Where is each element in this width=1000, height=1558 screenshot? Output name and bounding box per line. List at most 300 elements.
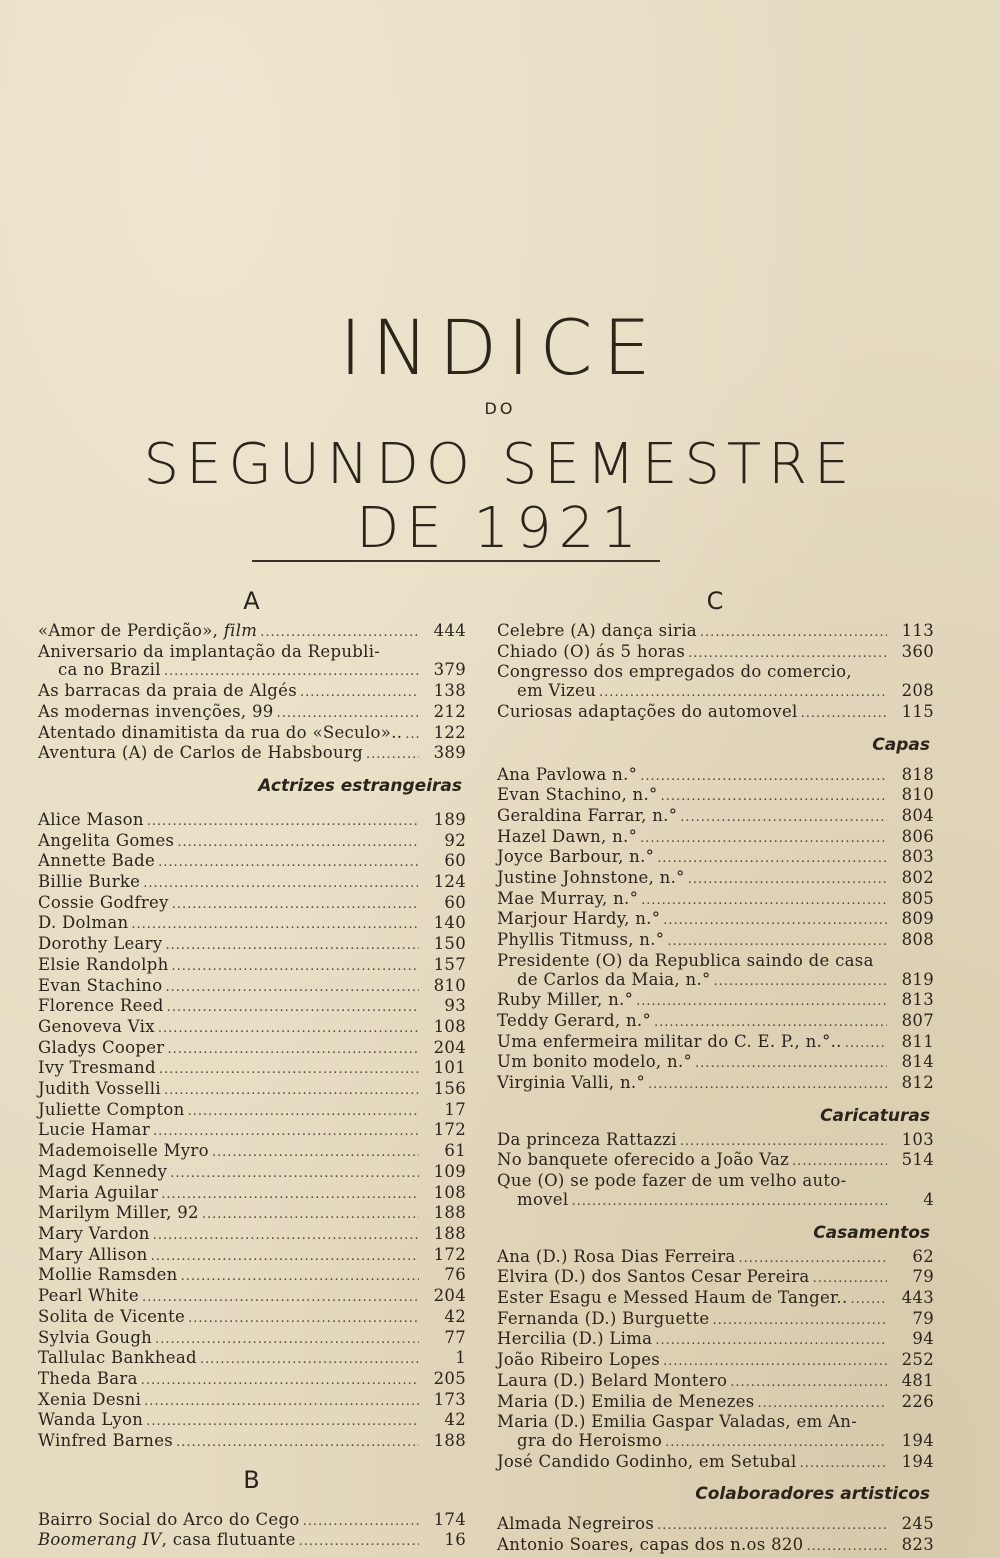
index-entry: [38, 1059, 466, 1080]
entry-title: Celebre (A) dança siria: [497, 621, 697, 640]
entry-page: 514: [901, 1150, 934, 1170]
leader-dots: [165, 979, 419, 998]
entry-page: 173: [433, 1389, 466, 1409]
index-entry: [38, 1163, 466, 1184]
entry-title: Cossie Godfrey: [38, 892, 169, 912]
index-entry: [497, 1131, 934, 1152]
leader-dots: [200, 1351, 419, 1370]
leader-dots: [665, 1434, 887, 1453]
leader-dots: [366, 746, 419, 765]
entry-title: Joyce Barbour, n.°: [497, 847, 655, 867]
entry-page: 810: [901, 785, 934, 805]
entry-title: José Candido Godinho, em Setubal: [497, 1451, 797, 1471]
index-entry: [497, 1268, 934, 1289]
index-entry: [497, 1515, 934, 1536]
leader-dots: [153, 1123, 419, 1142]
entry-title-italic: film: [223, 621, 258, 640]
entry-title: Justine Johnstone, n.°: [497, 868, 685, 888]
index-entry: [497, 1393, 934, 1414]
index-entry: [497, 971, 934, 992]
leader-dots: [153, 1227, 419, 1246]
index-entry: [38, 1080, 466, 1101]
entry-title: Atentado dinamitista da rua do «Seculo»..: [38, 722, 403, 742]
entry-title: Curiosas adaptações do automovel: [497, 701, 798, 721]
index-entry: [497, 1289, 934, 1310]
leader-dots: [599, 684, 887, 703]
entry-title: Florence Reed: [38, 996, 164, 1016]
entry-page: 172: [433, 1244, 466, 1264]
leader-dots: [636, 993, 887, 1012]
entry-page: 92: [444, 830, 466, 850]
index-entry: [38, 744, 466, 765]
entry-page: 188: [433, 1431, 466, 1451]
entry-title: Billie Burke: [38, 872, 141, 892]
leader-dots: [172, 958, 419, 977]
index-entry: [38, 935, 466, 956]
entry-title: Hercilia (D.) Lima: [497, 1329, 653, 1349]
entry-title-line1: Maria (D.) Emilia Gaspar Valadas, em An-: [497, 1412, 858, 1432]
leader-dots: [640, 830, 887, 849]
index-entry: [38, 724, 466, 745]
leader-dots: [188, 1103, 419, 1122]
leader-dots: [170, 1165, 419, 1184]
section-title-casamentos: Casamentos: [813, 1222, 930, 1243]
entry-page: 204: [433, 1286, 466, 1306]
entry-title: As modernas invenções, 99: [38, 701, 274, 721]
index-entry: [497, 910, 934, 931]
entry-title: Mademoiselle Myro: [38, 1141, 209, 1161]
entry-title: Mae Murray, n.°: [497, 888, 639, 908]
index-entry: [38, 1018, 466, 1039]
leader-dots: [260, 624, 419, 643]
entry-page: 208: [901, 681, 934, 701]
leader-dots: [172, 896, 419, 915]
entry-page: 17: [444, 1099, 466, 1119]
entry-list-capas: [497, 766, 934, 952]
index-entry: [38, 1246, 466, 1267]
index-entry: [38, 852, 466, 873]
entry-page: 806: [901, 826, 934, 846]
leader-dots: [144, 1393, 419, 1412]
entry-page: 101: [433, 1058, 466, 1078]
index-entry: [38, 1225, 466, 1246]
leader-dots: [648, 1076, 887, 1095]
entry-title: Pearl White: [38, 1286, 139, 1306]
entry-page: 138: [433, 681, 466, 701]
leader-dots: [405, 726, 419, 745]
index-entry: [38, 1039, 466, 1060]
index-entry: [497, 1310, 934, 1331]
index-title: INDICE: [339, 303, 661, 392]
right-column: [497, 588, 934, 1557]
index-entry: [38, 622, 466, 643]
entry-title: Wanda Lyon: [38, 1410, 144, 1430]
leader-dots: [663, 912, 887, 931]
leader-dots: [299, 1533, 419, 1552]
entry-list-c: [497, 622, 934, 663]
index-entry: [497, 786, 934, 807]
index-entry: [38, 661, 466, 682]
leader-dots: [158, 1020, 419, 1039]
entry-title: Uma enfermeira militar do C. E. P., n.°..: [497, 1031, 842, 1051]
section-title-actrizes: Actrizes estrangeiras: [258, 775, 462, 796]
leader-dots: [801, 705, 887, 724]
entry-title: Um bonito modelo, n.°: [497, 1052, 693, 1072]
index-entry: [497, 848, 934, 869]
entry-title-italic: Boomerang IV: [38, 1530, 162, 1550]
entry-title: Ruby Miller, n.°: [497, 990, 634, 1010]
entry-list-casamentos: [497, 1248, 934, 1414]
leader-dots: [177, 834, 419, 853]
entry-title: Marjour Hardy, n.°: [497, 909, 661, 929]
index-entry: [38, 956, 466, 977]
index-entry: [38, 1349, 466, 1370]
entry-title: Ana (D.) Rosa Dias Ferreira: [497, 1246, 736, 1266]
index-entry: [38, 1308, 466, 1329]
leader-dots: [146, 1413, 419, 1432]
leader-dots: [202, 1206, 419, 1225]
entry-page: 809: [901, 909, 934, 929]
leader-dots: [792, 1153, 887, 1172]
entry-title: Juliette Compton: [38, 1099, 185, 1119]
leader-dots: [159, 1061, 419, 1080]
entry-page: 189: [433, 809, 466, 829]
entry-page: 360: [901, 641, 934, 661]
entry-page: 1: [455, 1348, 466, 1368]
leader-dots: [165, 937, 419, 956]
index-entry: [497, 1053, 934, 1074]
entry-page: 807: [901, 1010, 934, 1030]
entry-title: Gladys Cooper: [38, 1037, 165, 1057]
entry-page: 389: [433, 743, 466, 763]
index-entry: [38, 977, 466, 998]
index-entry: [497, 1351, 934, 1372]
index-entry: [38, 811, 466, 832]
section-letter-c: C: [706, 587, 725, 615]
leader-dots: [155, 1331, 419, 1350]
leader-dots: [813, 1270, 887, 1289]
leader-dots: [700, 624, 887, 643]
entry-page: 93: [444, 996, 466, 1016]
leader-dots: [739, 1250, 887, 1269]
index-entry: [38, 1370, 466, 1391]
index-entry: [497, 1074, 934, 1095]
entry-page: 79: [912, 1308, 934, 1328]
entry-title: No banquete oferecido a João Vaz: [497, 1150, 790, 1170]
entry-page: 443: [901, 1287, 934, 1307]
leader-dots: [158, 854, 419, 873]
entry-page: 150: [433, 934, 466, 954]
entry-title: Antonio Soares, capas dos n.os 820: [497, 1535, 804, 1555]
entry-title: Phyllis Titmuss, n.°: [497, 930, 665, 950]
index-entry: [38, 1204, 466, 1225]
entry-title: Bairro Social do Arco do Cego: [38, 1509, 300, 1529]
leader-dots: [181, 1268, 419, 1287]
entry-title: Geraldina Farrar, n.°: [497, 805, 678, 825]
entry-page: 252: [901, 1350, 934, 1370]
index-entry: [497, 991, 934, 1012]
entry-title: Marilym Miller, 92: [38, 1203, 199, 1223]
leader-dots: [657, 1517, 887, 1536]
entry-page: 60: [444, 892, 466, 912]
index-entry: [38, 894, 466, 915]
index-entry: [38, 1287, 466, 1308]
leader-dots: [640, 768, 887, 787]
leader-dots: [663, 1353, 887, 1372]
entry-title: Theda Bara: [38, 1368, 138, 1388]
index-entry: [38, 1432, 466, 1453]
leader-dots: [300, 684, 419, 703]
leader-dots: [688, 871, 887, 890]
entry-page: 194: [901, 1430, 934, 1450]
leader-dots: [161, 1186, 419, 1205]
entry-title: Da princeza Rattazzi: [497, 1129, 677, 1149]
section-title-capas: Capas: [872, 734, 930, 755]
leader-dots: [661, 788, 887, 807]
leader-dots: [212, 1144, 419, 1163]
entry-title: , casa flutuante: [161, 1530, 296, 1550]
entry-page: 194: [901, 1451, 934, 1471]
entry-page: 379: [433, 660, 466, 680]
entry-title: Sylvia Gough: [38, 1327, 153, 1347]
entry-page: 805: [901, 888, 934, 908]
entry-list-actrizes: [38, 811, 466, 1453]
leader-dots: [143, 875, 419, 894]
index-entry: [497, 766, 934, 787]
entry-page: 212: [433, 701, 466, 721]
entry-page: 103: [901, 1129, 934, 1149]
entry-page: 808: [901, 930, 934, 950]
entry-title: Almada Negreiros: [497, 1514, 655, 1534]
entry-title: Aventura (A) de Carlos de Habsbourg: [38, 743, 363, 763]
index-entry: [497, 1372, 934, 1393]
entry-title: Judith Vosselli: [38, 1079, 161, 1099]
leader-dots: [176, 1434, 419, 1453]
leader-dots: [657, 850, 887, 869]
title-divider: [252, 560, 660, 562]
index-entry: [497, 622, 934, 643]
entry-page: 76: [444, 1265, 466, 1285]
leader-dots: [188, 1310, 419, 1329]
entry-title: Angelita Gomes: [38, 830, 175, 850]
left-column: [38, 588, 466, 1552]
entry-title-line2: em Vizeu: [517, 681, 597, 701]
entry-page: 108: [433, 1016, 466, 1036]
entry-title: Maria (D.) Emilia de Menezes: [497, 1391, 755, 1411]
leader-dots: [667, 933, 887, 952]
entry-page: 823: [901, 1535, 934, 1555]
index-entry: [38, 873, 466, 894]
entry-title: Genoveva Vix: [38, 1016, 155, 1036]
index-entry: [497, 682, 934, 703]
entry-title-line1: Presidente (O) da Republica saindo de casa: [497, 950, 874, 970]
entry-title: Laura (D.) Belard Montero: [497, 1370, 728, 1390]
entry-title-line1: Que (O) se pode fazer de um velho auto-: [497, 1171, 847, 1191]
entry-page: 818: [901, 764, 934, 784]
entry-page: 156: [433, 1079, 466, 1099]
entry-title: Winfred Barnes: [38, 1431, 174, 1451]
entry-page: 804: [901, 805, 934, 825]
leader-dots: [680, 1133, 887, 1152]
entry-list-caricaturas: [497, 1131, 934, 1172]
entry-page: 140: [433, 913, 466, 933]
leader-dots: [277, 705, 419, 724]
index-entry: [38, 1411, 466, 1432]
entry-title: D. Dolman: [38, 913, 129, 933]
entry-title: Tallulac Bankhead: [38, 1348, 197, 1368]
entry-page: 122: [433, 722, 466, 742]
entry-page: 42: [444, 1410, 466, 1430]
leader-dots: [800, 1455, 887, 1474]
index-entry: [38, 1184, 466, 1205]
section-title-colaboradores: Colaboradores artisticos: [695, 1484, 930, 1505]
entry-page: 16: [444, 1530, 466, 1550]
entry-title: Fernanda (D.) Burguette: [497, 1308, 710, 1328]
index-entry: [38, 1266, 466, 1287]
entry-page: 811: [901, 1031, 934, 1051]
entry-page: 812: [901, 1073, 934, 1093]
entry-title: Ester Esagu e Messed Haum de Tanger..: [497, 1287, 848, 1307]
section-letter-a: A: [243, 587, 261, 615]
entry-title-line1: Aniversario da implantação da Republi-: [38, 641, 381, 661]
leader-dots: [141, 1372, 419, 1391]
leader-dots: [851, 1291, 888, 1310]
entry-title: Dorothy Leary: [38, 934, 163, 954]
entry-title: Elvira (D.) dos Santos Cesar Pereira: [497, 1267, 810, 1287]
leader-dots: [164, 663, 419, 682]
index-entry: [497, 1248, 934, 1269]
index-entry: [497, 807, 934, 828]
entry-title: Lucie Hamar: [38, 1120, 151, 1140]
entry-title-line1: Congresso dos empregados do comercio,: [497, 662, 852, 682]
leader-dots: [167, 999, 419, 1018]
title-block: [0, 303, 1000, 561]
entry-page: 60: [444, 851, 466, 871]
entry-title: «Amor de Perdição»,: [38, 621, 224, 640]
leader-dots: [142, 1289, 419, 1308]
entry-title: Hazel Dawn, n.°: [497, 826, 638, 846]
entry-page: 444: [433, 621, 466, 640]
entry-page: 188: [433, 1223, 466, 1243]
entry-title: As barracas da praia de Algés: [38, 681, 297, 701]
leader-dots: [571, 1193, 887, 1212]
subtitle-semester: SEGUNDO SEMESTRE: [143, 432, 857, 497]
leader-dots: [758, 1395, 887, 1414]
leader-dots: [688, 645, 887, 664]
index-entry: [38, 1329, 466, 1350]
index-entry: [38, 1531, 466, 1552]
index-entry: [38, 1391, 466, 1412]
index-entry: [38, 1101, 466, 1122]
entry-page: 113: [901, 621, 934, 640]
entry-page: 115: [901, 701, 934, 721]
entry-page: 172: [433, 1120, 466, 1140]
leader-dots: [147, 813, 419, 832]
entry-title: Mary Vardon: [38, 1223, 150, 1243]
entry-page: 124: [433, 872, 466, 892]
index-entry: [38, 914, 466, 935]
leader-dots: [712, 1312, 887, 1331]
entry-page: 109: [433, 1161, 466, 1181]
index-entry: [497, 643, 934, 664]
index-entry: [497, 1330, 934, 1351]
subtitle-year: DE 1921: [356, 496, 644, 561]
entry-list-a: [38, 682, 466, 765]
entry-page: 226: [901, 1391, 934, 1411]
leader-dots: [131, 916, 419, 935]
entry-title: Evan Stachino, n.°: [497, 785, 658, 805]
section-title-caricaturas: Caricaturas: [820, 1105, 930, 1126]
entry-title: Virginia Valli, n.°: [497, 1073, 645, 1093]
entry-page: 157: [433, 954, 466, 974]
leader-dots: [641, 892, 887, 911]
entry-page: 42: [444, 1306, 466, 1326]
entry-title-line2: ca no Brazil: [58, 660, 161, 680]
entry-title: Chiado (O) ás 5 horas: [497, 641, 686, 661]
index-entry: [38, 682, 466, 703]
index-entry: [38, 1121, 466, 1142]
index-entry: [497, 1432, 934, 1453]
entry-page: 188: [433, 1203, 466, 1223]
leader-dots: [695, 1055, 887, 1074]
entry-title: Mollie Ramsden: [38, 1265, 178, 1285]
leader-dots: [714, 973, 887, 992]
entry-page: 819: [901, 969, 934, 989]
entry-page: 245: [901, 1514, 934, 1534]
leader-dots: [654, 1014, 887, 1033]
entry-title: Elsie Randolph: [38, 954, 169, 974]
index-entry: [497, 869, 934, 890]
index-entry: [497, 1453, 934, 1474]
entry-title: Ivy Tresmand: [38, 1058, 156, 1078]
index-entry: [497, 1191, 934, 1212]
entry-page: 204: [433, 1037, 466, 1057]
leader-dots: [655, 1332, 887, 1351]
section-letter-b: B: [243, 1465, 261, 1494]
entry-title: Xenia Desni: [38, 1389, 142, 1409]
index-entry: [38, 997, 466, 1018]
index-entry: [497, 828, 934, 849]
index-entry: [38, 1511, 466, 1532]
leader-dots: [168, 1041, 420, 1060]
leader-dots: [730, 1374, 887, 1393]
index-entry: [497, 1151, 934, 1172]
entry-page: 810: [433, 975, 466, 995]
entry-title: Alice Mason: [38, 809, 144, 829]
entry-page: 813: [901, 990, 934, 1010]
entry-title: Solita de Vicente: [38, 1306, 186, 1326]
entry-page: 802: [901, 868, 934, 888]
title-connector: DO: [484, 399, 516, 418]
entry-title: Maria Aguilar: [38, 1182, 159, 1202]
entry-page: 62: [912, 1246, 934, 1266]
entry-title-line2: gra do Heroismo: [517, 1430, 663, 1450]
entry-page: 77: [444, 1327, 466, 1347]
leader-dots: [303, 1513, 419, 1532]
leader-dots: [845, 1035, 887, 1054]
index-entry: [497, 1536, 934, 1557]
leader-dots: [680, 809, 887, 828]
entry-page: 4: [923, 1189, 934, 1209]
entry-page: 61: [444, 1141, 466, 1161]
leader-dots: [151, 1248, 419, 1267]
leader-dots: [164, 1082, 419, 1101]
index-entry: [497, 890, 934, 911]
entry-page: 481: [901, 1370, 934, 1390]
entry-title-line2: de Carlos da Maia, n.°: [517, 969, 711, 989]
index-entry: [38, 1142, 466, 1163]
index-entry: [497, 703, 934, 724]
